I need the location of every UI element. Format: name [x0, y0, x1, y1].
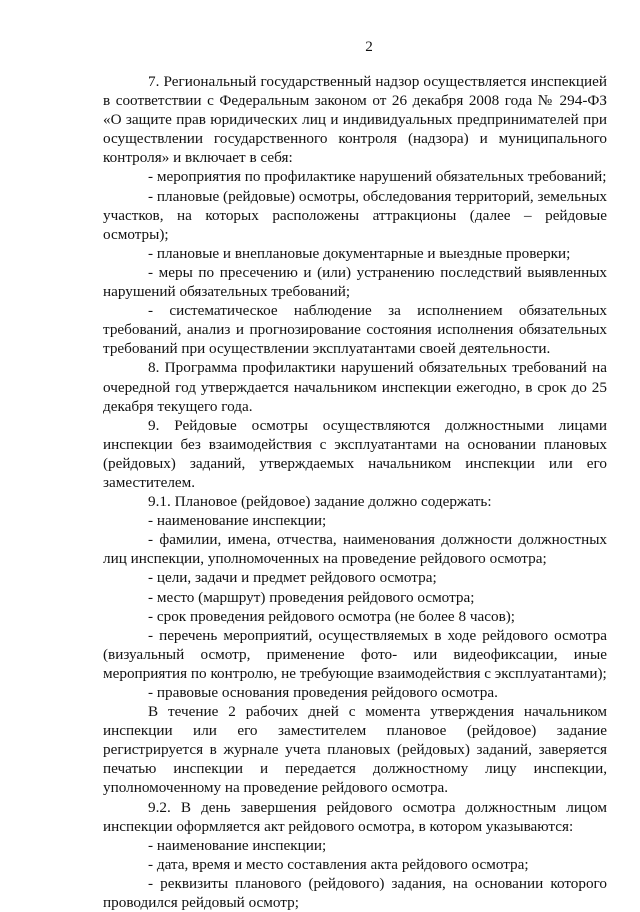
paragraph-9-2: 9.2. В день завершения рейдового осмотра должностным лицом инспекции оформляется акт рейдового осмотра, в котором указываются:	[103, 798, 607, 835]
list-item: - правовые основания проведения рейдового осмотра.	[148, 684, 498, 701]
list-item: - наименование инспекции;	[148, 512, 327, 530]
list-item: - мероприятия по профилактике нарушений обязательных требований;	[148, 168, 607, 186]
list-item: - фамилии, имена, отчества, наименования должности должностных лиц инспекции, уполномоченных на проведение рейдового осмотра;	[103, 531, 607, 568]
list-item: - перечень мероприятий, осуществляемых в ходе рейдового осмотра (визуальный осмотр, применение фото- или видеофиксации, иные мероприятия по контролю, не требующие взаимодействия с эксплуатантами);	[103, 626, 607, 682]
list-item: - плановые и внеплановые документарные и выездные проверки;	[148, 244, 571, 262]
paragraph-9: 9. Рейдовые осмотры осуществляются должностными лицами инспекции без взаимодействия с эксплуатантами на основании плановых (рейдовых) заданий, утверждаемых начальником инспекции или его заместителем.	[103, 416, 607, 491]
page-number: 2	[365, 38, 373, 55]
document-body	[103, 72, 607, 912]
paragraph-8: 8. Программа профилактики нарушений обязательных требований на очередной год утверждается начальником инспекции ежегодно, в срок до 25 декабря текущего года.	[103, 359, 607, 415]
list-item: - плановые (рейдовые) осмотры, обследования территорий, земельных участков, на которых расположены аттракционы (далее – рейдовые осмотры);	[103, 187, 607, 243]
list-item: - меры по пресечению и (или) устранению последствий выявленных нарушений обязательных требований;	[103, 263, 607, 301]
paragraph-9-1: 9.1. Плановое (рейдовое) задание должно содержать:	[148, 493, 492, 511]
list-item: - наименование инспекции;	[148, 836, 327, 854]
list-item: - дата, время и место составления акта рейдового осмотра;	[148, 855, 529, 873]
list-item: - систематическое наблюдение за исполнением обязательных требований, анализ и прогнозирование состояния исполнения обязательных требований при осуществлении эксплуатантами своей деятельности.	[103, 302, 607, 358]
list-item: - срок проведения рейдового осмотра (не более 8 часов);	[148, 607, 516, 625]
paragraph-7: 7. Региональный государственный надзор осуществляется инспекцией в соответствии с Федеральным законом от 26 декабря 2008 года № 294-ФЗ «О защите прав юридических лиц и индивидуальных предпринимателей при осуществлении государственного контроля (надзора) и муниципального контроля» и включает в себя:	[103, 73, 607, 167]
list-item: - реквизиты планового (рейдового) задания, на основании которого проводился рейдовый осмотр;	[103, 874, 607, 912]
list-item: - место (маршрут) проведения рейдового осмотра;	[148, 588, 475, 606]
paragraph-registration: В течение 2 рабочих дней с момента утверждения начальником инспекции или его заместителем плановое (рейдовое) задание регистрируется в журнале учета плановых (рейдовых) заданий, заверяется печатью инспекции и передается должностному лицу инспекции, уполномоченному на проведение рейдового осмотра.	[103, 703, 607, 797]
list-item: - цели, задачи и предмет рейдового осмотра;	[148, 569, 437, 587]
